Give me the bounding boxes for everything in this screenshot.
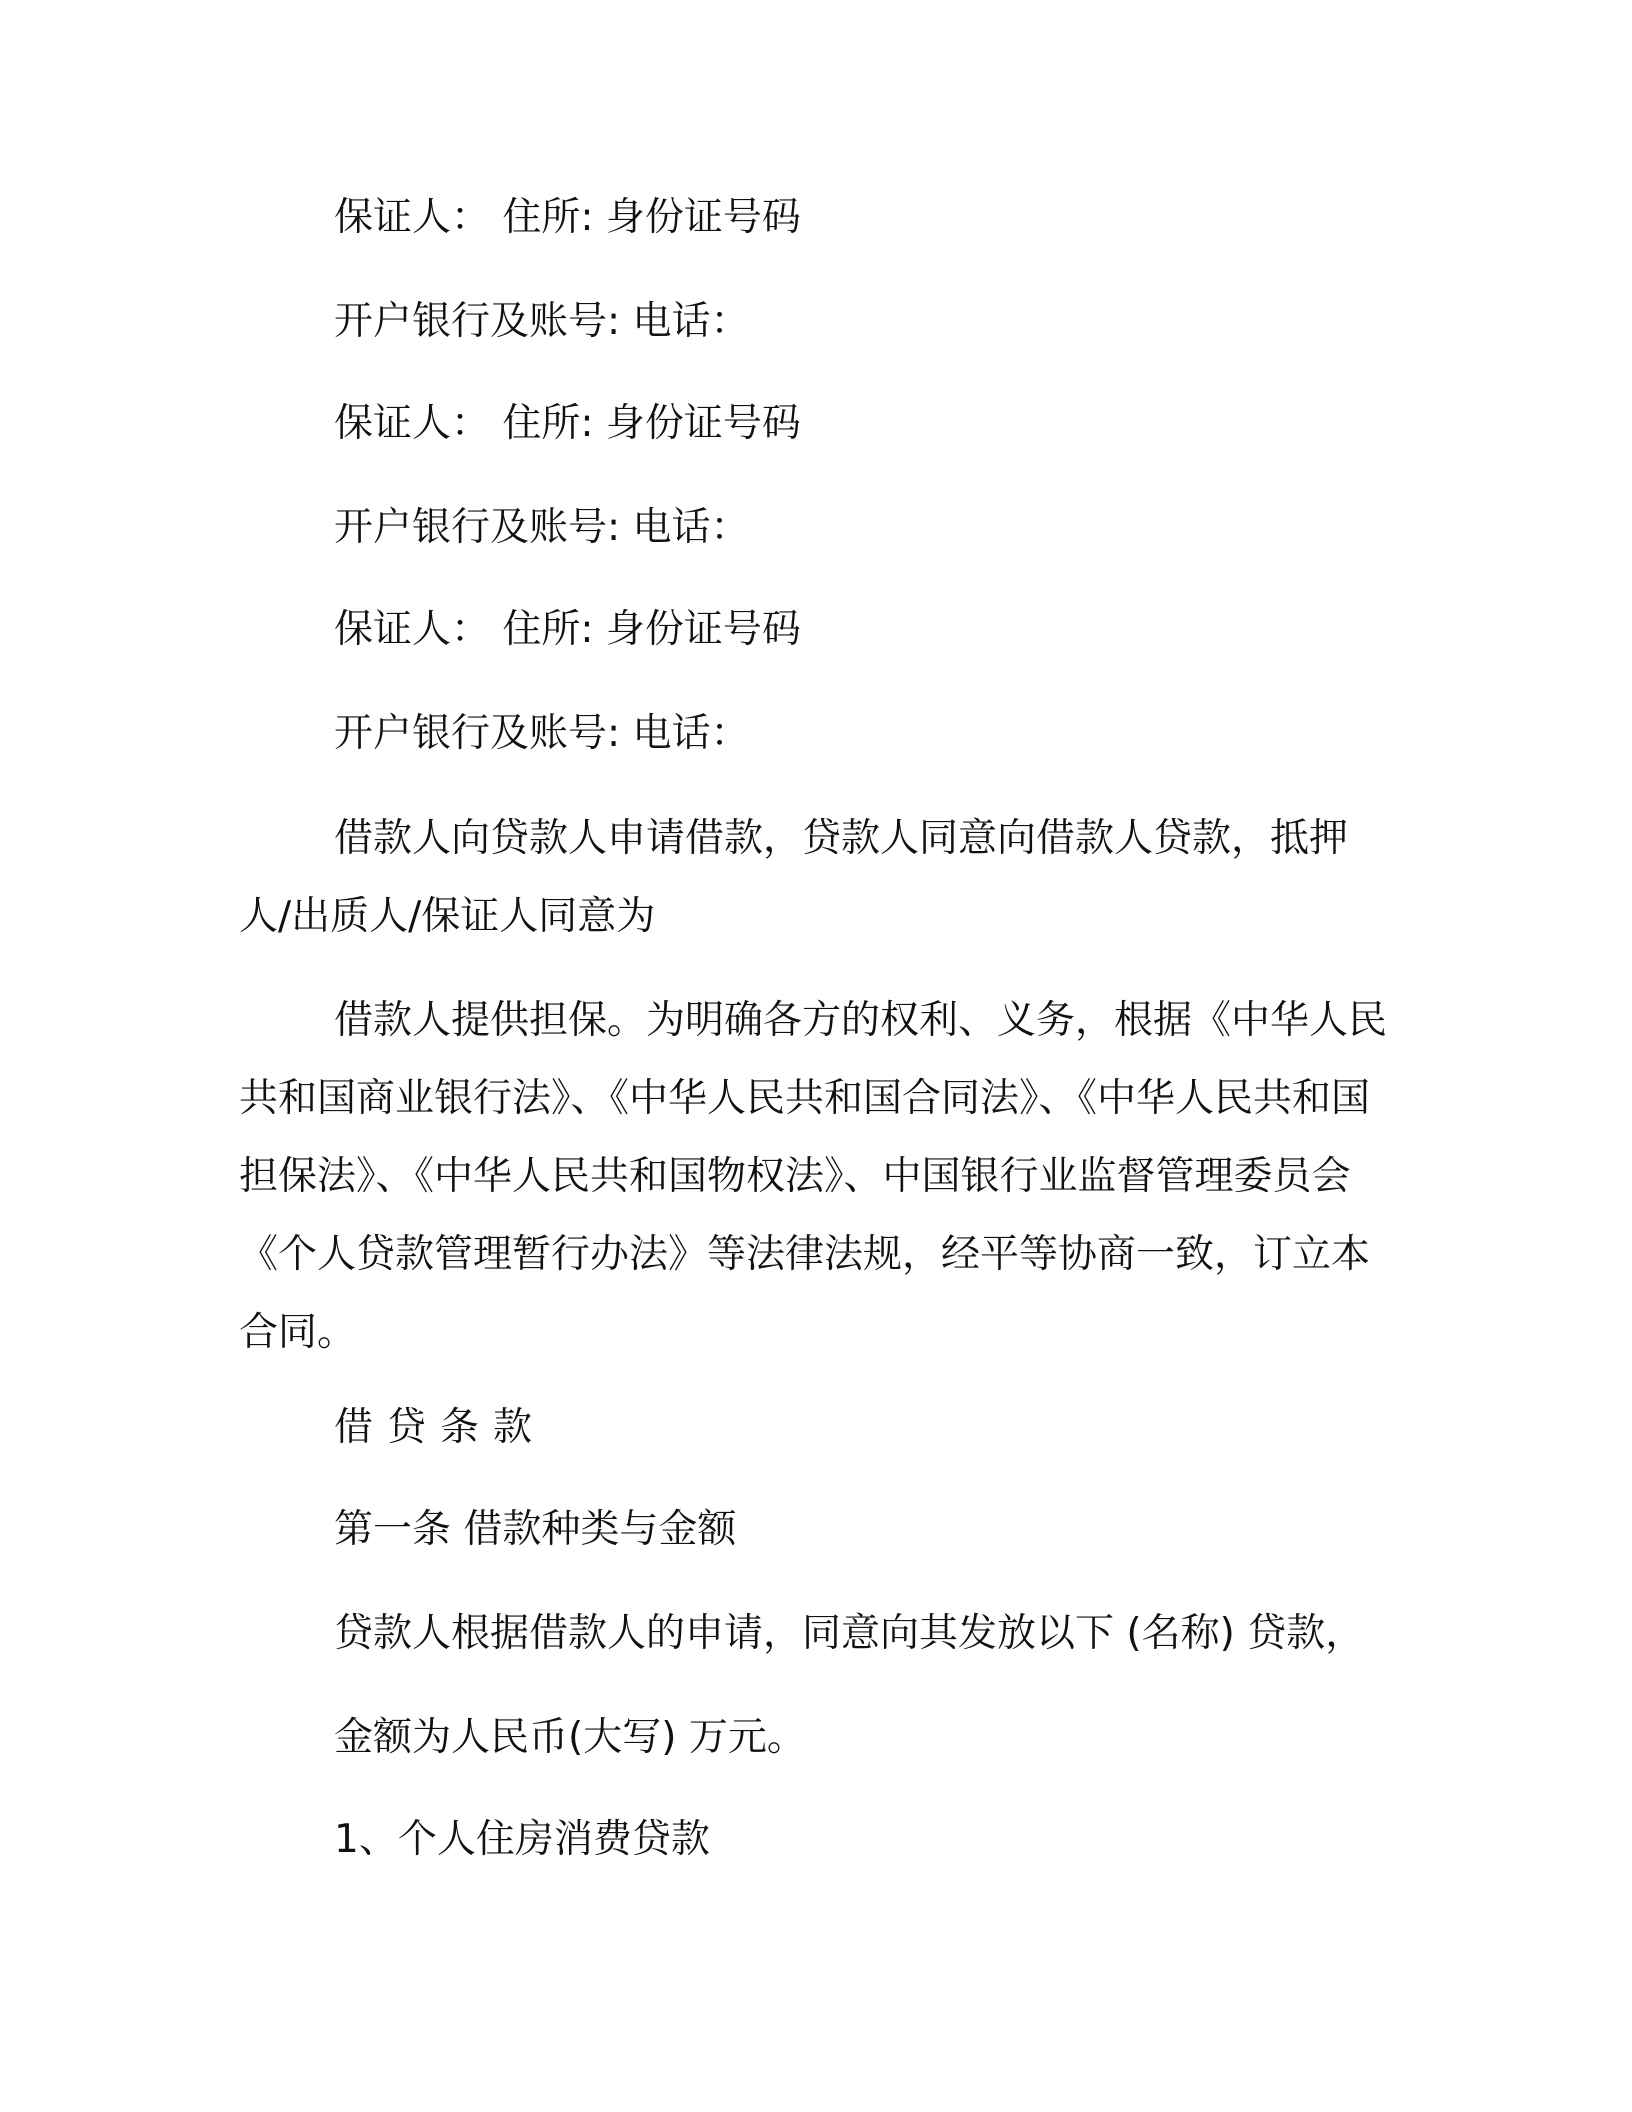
- guarantor-3-bank-line: 开户银行及账号: 电话：: [334, 711, 750, 756]
- intro-paragraph: 借款人向贷款人申请借款，贷款人同意向借款人贷款，抵押人/出质人/保证人同意为: [239, 816, 1349, 939]
- article-1-line-1: 贷款人根据借款人的申请，同意向其发放以下 (名称) 贷款，: [334, 1611, 1365, 1656]
- guarantor-1-bank-line: 开户银行及账号: 电话：: [334, 299, 750, 344]
- section-title: 借贷条款: [334, 1405, 547, 1450]
- legal-basis-paragraph: 借款人提供担保。为明确各方的权利、义务，根据《中华人民共和国商业银行法》、《中华人民共和国合同法》、《中华人民共和国担保法》、《中华人民共和国物权法》、中国银行业监督管理委员会《个人贷款管理暂行办法》等法律法规，经平等协商一致，订立本合同。: [239, 998, 1388, 1355]
- guarantor-2-address-line: 保证人： 住所: 身份证号码: [334, 401, 801, 446]
- guarantor-1-address-line: 保证人： 住所: 身份证号码: [334, 195, 801, 240]
- article-1-line-2: 金额为人民币(大写) 万元。: [334, 1715, 806, 1760]
- article-1-title: 第一条 借款种类与金额: [334, 1507, 737, 1552]
- guarantor-3-address-line: 保证人： 住所: 身份证号码: [334, 607, 801, 652]
- loan-type-item-1: 1、个人住房消费贷款: [334, 1817, 710, 1862]
- guarantor-2-bank-line: 开户银行及账号: 电话：: [334, 505, 750, 550]
